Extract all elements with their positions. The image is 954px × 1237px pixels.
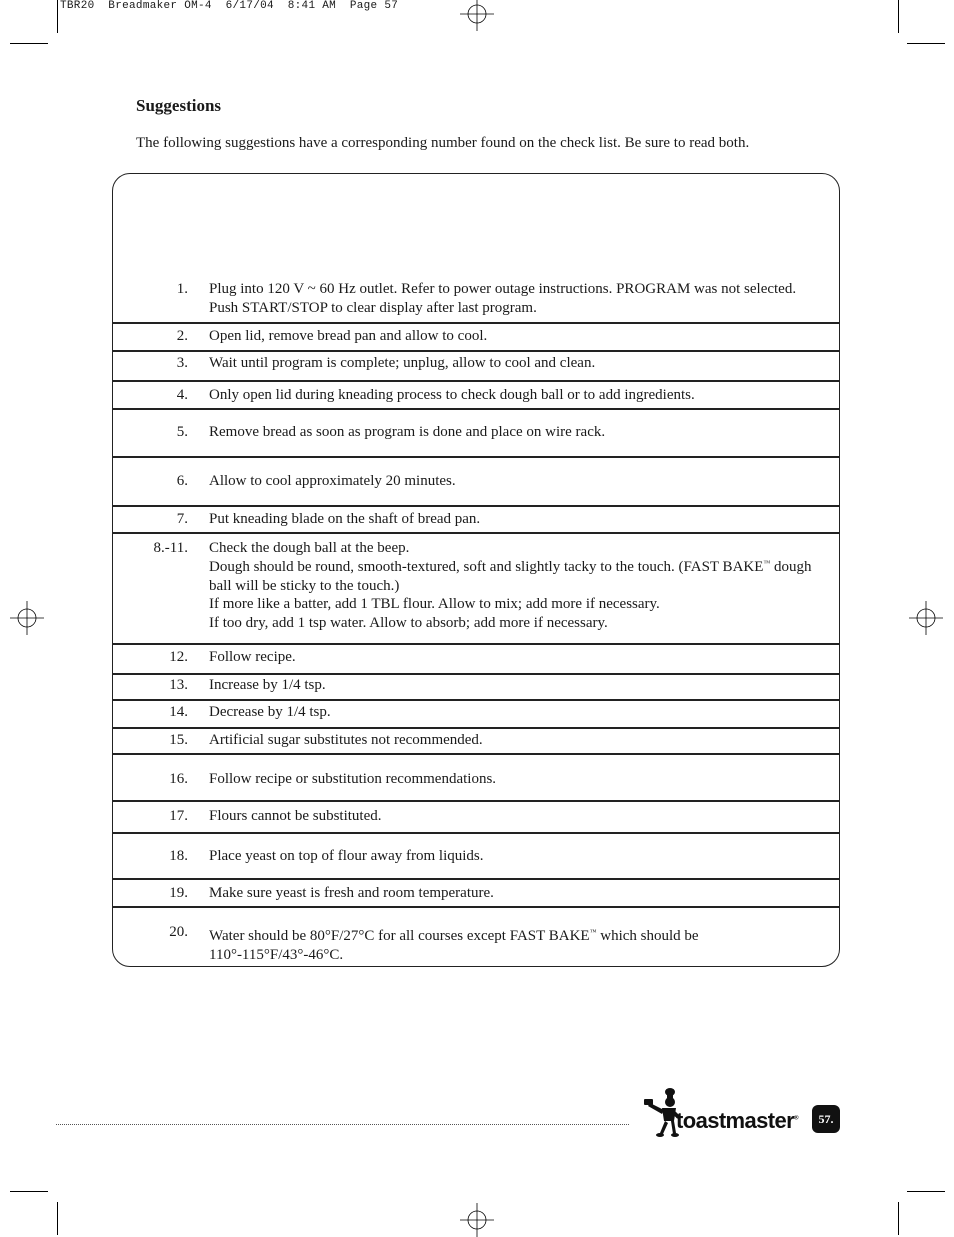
item-number: 13. [169, 677, 188, 693]
crop-mark [57, 0, 58, 33]
trademark-mark: ™ [589, 928, 597, 936]
brand-wordmark [676, 1108, 798, 1134]
row-divider [113, 906, 839, 908]
item-number: 20. [169, 924, 188, 940]
item-number: 14. [169, 704, 188, 720]
intro-text: The following suggestions have a corresponding number found on the check list. Be sure to read both. [136, 135, 750, 151]
suggestions-table [112, 173, 840, 967]
crop-mark [10, 1191, 48, 1192]
item-text: Follow recipe or substitution recommendations. [209, 771, 497, 787]
item-text: Flours cannot be substituted. [209, 808, 382, 824]
page-heading: Suggestions [136, 96, 222, 115]
row-divider [113, 800, 839, 802]
row-divider [113, 699, 839, 701]
item-number: 6. [176, 473, 188, 489]
row-divider [113, 753, 839, 755]
crop-mark [898, 0, 899, 33]
row-divider [113, 322, 839, 324]
item-text-line: Check the dough ball at the beep. [209, 540, 410, 556]
item-text: Place yeast on top of flour away from liquids. [209, 848, 484, 864]
item-text [209, 539, 815, 632]
item-text: Only open lid during kneading process to check dough ball or to add ingredients. [209, 387, 695, 403]
crop-mark [907, 43, 945, 44]
row-divider [113, 350, 839, 352]
row-divider [113, 456, 839, 458]
item-text: Artificial sugar substitutes not recommended. [209, 732, 483, 748]
page-number-badge: 57. [812, 1105, 840, 1133]
row-divider [113, 878, 839, 880]
item-text: Remove bread as soon as program is done and place on wire rack. [209, 424, 606, 440]
item-text: Decrease by 1/4 tsp. [209, 704, 331, 720]
trademark-mark: ™ [763, 559, 771, 567]
item-number: 18. [169, 848, 188, 864]
item-text-line [209, 554, 815, 595]
row-divider [113, 408, 839, 410]
item-number: 5. [176, 424, 188, 440]
footer-dotted-rule [56, 1124, 629, 1125]
item-text-line: If more like a batter, add 1 TBL flour. Allow to mix; add more if necessary. [209, 596, 660, 612]
row-divider [113, 643, 839, 645]
item-text: Open lid, remove bread pan and allow to cool. [209, 328, 488, 344]
item-number: 15. [169, 732, 188, 748]
registration-mark-icon [909, 601, 943, 635]
item-number: 1. [176, 281, 188, 297]
item-text-part: Dough should be round, smooth-textured, soft and slightly tacky to the touch. (FAST BAKE [209, 559, 764, 575]
item-text-line: If too dry, add 1 tsp water. Allow to absorb; add more if necessary. [209, 614, 608, 631]
item-number: 2. [176, 328, 188, 344]
item-number: 19. [169, 885, 188, 901]
item-text-part: which should be 110°-115°F/43°-46°C. [209, 928, 699, 963]
item-number: 4. [176, 387, 188, 403]
row-divider [113, 380, 839, 382]
item-number: 12. [169, 649, 188, 665]
registered-mark: ® [794, 1115, 798, 1122]
row-divider [113, 832, 839, 834]
crop-mark [898, 1202, 899, 1235]
row-divider [113, 673, 839, 675]
item-number: 3. [176, 355, 188, 371]
item-text: Follow recipe. [209, 649, 296, 665]
registration-mark-icon [460, 1203, 494, 1237]
item-text: Put kneading blade on the shaft of bread pan. [209, 511, 481, 527]
registration-mark-icon [10, 601, 44, 635]
item-text: Allow to cool approximately 20 minutes. [209, 473, 456, 489]
print-slug-line: TBR20 Breadmaker OM-4 6/17/04 8:41 AM Page 57 [60, 0, 399, 12]
row-divider [113, 532, 839, 534]
crop-mark [57, 1202, 58, 1235]
item-text: Increase by 1/4 tsp. [209, 677, 326, 693]
brand-name: toastmaster [676, 1108, 795, 1133]
item-text-part: Water should be 80°F/27°C for all courses except FAST BAKE [209, 928, 590, 944]
registration-mark-icon [460, 0, 494, 31]
row-divider [113, 505, 839, 507]
crop-mark [907, 1191, 945, 1192]
item-text: Wait until program is complete; unplug, allow to cool and clean. [209, 355, 596, 371]
item-text [209, 923, 815, 964]
item-text: Make sure yeast is fresh and room temperature. [209, 885, 494, 901]
item-number: 16. [169, 771, 188, 787]
row-divider [113, 727, 839, 729]
crop-mark [10, 43, 48, 44]
item-number: 7. [176, 511, 188, 527]
item-number: 17. [169, 808, 188, 824]
item-text: Plug into 120 V ~ 60 Hz outlet. Refer to power outage instructions. PROGRAM was not selected. Push START/STOP to clear display after last program. [209, 281, 797, 316]
item-number: 8.-11. [153, 540, 188, 556]
item-text-part: dough ball will be sticky to the touch.) [209, 559, 812, 594]
